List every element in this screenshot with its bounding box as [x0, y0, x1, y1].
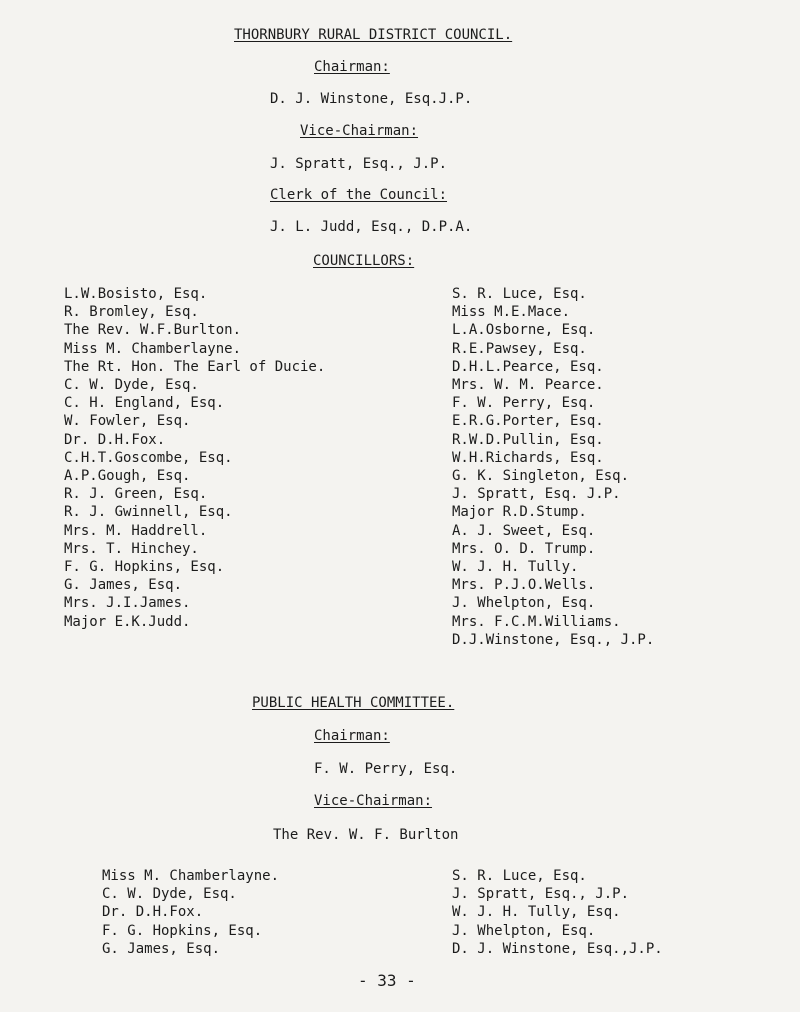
list-item: F. W. Perry, Esq. — [452, 395, 596, 412]
list-item: The Rt. Hon. The Earl of Ducie. — [64, 358, 326, 375]
list-item: D.J.Winstone, Esq., J.P. — [452, 631, 655, 648]
vice-chairman-name: J. Spratt, Esq., J.P. — [270, 156, 448, 172]
page-number: - 33 - — [358, 971, 416, 990]
chairman-name: D. J. Winstone, Esq.J.P. — [270, 91, 473, 107]
list-item: F. G. Hopkins, Esq. — [64, 559, 225, 576]
list-item: Mrs. O. D. Trump. — [452, 540, 596, 557]
list-item: A.P.Gough, Esq. — [64, 468, 191, 485]
list-item: W. Fowler, Esq. — [64, 413, 191, 430]
list-item: S. R. Luce, Esq. — [452, 868, 587, 884]
list-item: C. H. England, Esq. — [64, 395, 225, 412]
list-item: R. Bromley, Esq. — [64, 304, 199, 321]
list-item: Mrs. M. Haddrell. — [64, 522, 208, 539]
list-item: S. R. Luce, Esq. — [452, 286, 587, 302]
list-item: W.H.Richards, Esq. — [452, 449, 604, 466]
councillors-left-list — [64, 285, 325, 631]
list-item: E.R.G.Porter, Esq. — [452, 413, 604, 430]
committee-chairman-name: F. W. Perry, Esq. — [314, 761, 458, 777]
list-item: J. Spratt, Esq., J.P. — [452, 886, 630, 903]
list-item: Dr. D.H.Fox. — [102, 904, 204, 921]
committee-left-list — [102, 867, 279, 958]
list-item: A. J. Sweet, Esq. — [452, 522, 596, 539]
list-item: L.W.Bosisto, Esq. — [64, 286, 208, 302]
list-item: J. Whelpton, Esq. — [452, 922, 596, 939]
list-item: The Rev. W.F.Burlton. — [64, 322, 242, 339]
list-item: Mrs. J.I.James. — [64, 595, 191, 612]
list-item: Mrs. P.J.O.Wells. — [452, 577, 596, 594]
committee-vice-chairman-name: The Rev. W. F. Burlton — [273, 827, 459, 843]
list-item: R. J. Green, Esq. — [64, 486, 208, 503]
list-item: W. J. H. Tully, Esq. — [452, 904, 621, 921]
list-item: Mrs. W. M. Pearce. — [452, 377, 604, 394]
list-item: G. K. Singleton, Esq. — [452, 468, 630, 485]
list-item: G. James, Esq. — [102, 940, 221, 957]
list-item: Major E.K.Judd. — [64, 613, 191, 630]
council-title: THORNBURY RURAL DISTRICT COUNCIL. — [234, 27, 513, 43]
committee-heading: PUBLIC HEALTH COMMITTEE. — [252, 695, 455, 711]
list-item: C. W. Dyde, Esq. — [102, 886, 237, 903]
list-item: R. J. Gwinnell, Esq. — [64, 504, 233, 521]
councillors-heading: COUNCILLORS: — [313, 253, 415, 269]
list-item: R.E.Pawsey, Esq. — [452, 340, 587, 357]
list-item: F. G. Hopkins, Esq. — [102, 922, 263, 939]
councillors-right-list — [452, 285, 654, 649]
clerk-name: J. L. Judd, Esq., D.P.A. — [270, 219, 473, 235]
committee-right-list — [452, 867, 663, 958]
list-item: Miss M. Chamberlayne. — [64, 340, 242, 357]
list-item: D.H.L.Pearce, Esq. — [452, 358, 604, 375]
clerk-label: Clerk of the Council: — [270, 187, 448, 203]
committee-chairman-label: Chairman: — [314, 728, 390, 744]
list-item: C. W. Dyde, Esq. — [64, 377, 199, 394]
list-item: Mrs. F.C.M.Williams. — [452, 613, 621, 630]
list-item: W. J. H. Tully. — [452, 559, 579, 576]
list-item: Miss M. Chamberlayne. — [102, 868, 280, 884]
list-item: C.H.T.Goscombe, Esq. — [64, 449, 233, 466]
vice-chairman-label: Vice-Chairman: — [300, 123, 419, 139]
list-item: D. J. Winstone, Esq.,J.P. — [452, 940, 663, 957]
list-item: L.A.Osborne, Esq. — [452, 322, 596, 339]
list-item: Major R.D.Stump. — [452, 504, 587, 521]
committee-vice-chairman-label: Vice-Chairman: — [314, 793, 433, 809]
list-item: J. Spratt, Esq. J.P. — [452, 486, 621, 503]
list-item: Mrs. T. Hinchey. — [64, 540, 199, 557]
list-item: G. James, Esq. — [64, 577, 183, 594]
list-item: Miss M.E.Mace. — [452, 304, 571, 321]
chairman-label: Chairman: — [314, 59, 390, 75]
list-item: Dr. D.H.Fox. — [64, 431, 166, 448]
list-item: R.W.D.Pullin, Esq. — [452, 431, 604, 448]
list-item: J. Whelpton, Esq. — [452, 595, 596, 612]
